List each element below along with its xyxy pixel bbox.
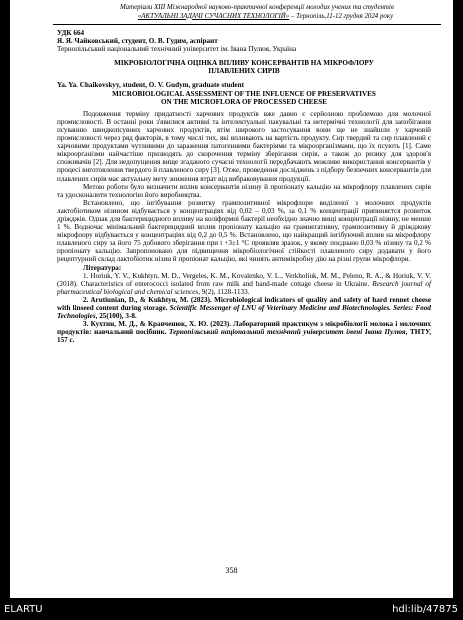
page-number: 358 bbox=[225, 566, 238, 575]
reference-journal: Scientific Messenger of LNU of Veterinary Medicine and Biotechnologies. Series: Food Technologies bbox=[57, 304, 431, 321]
title-en-line2: ON THE MICROFLORA OF PROCESSED CHEESE bbox=[160, 97, 328, 106]
conference-header-line1: Матеріали XIII Міжнародної науково-практичної конференції молодих учених та студентів bbox=[120, 4, 394, 11]
header-rule bbox=[53, 24, 441, 25]
reference-item bbox=[57, 272, 431, 296]
title-ua-line2: ПЛАВЛЕНИХ СИРІВ bbox=[208, 67, 280, 76]
reference-tail: , 25(100), 3-8. bbox=[95, 312, 137, 321]
reference-journal: Research journal of pharmaceutical biological and chemical sciences bbox=[57, 279, 431, 296]
reference-text: 3. Кухтин, М. Д., & Кравченюк, Х. Ю. (2023). Лабораторний практикум з мікробіології молока і молочних продуктів: навчальний посібник. bbox=[57, 320, 431, 337]
authors-en: Ya. Ya. Chaikovskyy, student, O. V. Gudym, graduate student bbox=[57, 81, 244, 90]
document-page bbox=[10, 0, 453, 598]
article-body bbox=[57, 28, 431, 344]
reference-text: 2. Arutiunian, D., & Kukhtyn, M. (2023). Microbiological indicators of quality and safety of hard rennet cheese with linseed content during storage. bbox=[57, 295, 431, 312]
reference-item bbox=[57, 296, 431, 320]
handle-identifier: hdl:lib/47875 bbox=[392, 604, 458, 615]
paragraph-introduction: Подовження терміну придатності харчових продуктів вже давно є серйозною проблемою для молочної промисловості. В останні роки з'явилися активні та інтелектуальні пакувальні та нетермічні технології для запобігання псуванню швидкопсувних харчових продуктів, втім широкого застосування вони ще не знайшли у харчовій промисловості через ряд факторів, в тому числі тих, які впливають на вартість продукту. Сир твердий та сир плавлений є харчовими продуктами чутливими до зараження патогенними бактеріями та мікроорганізмами, що їх псують [1]. Саме мікроорганізми найчастіше призводять до скорочення терміну зберігання сирів, а також до ризику для здоров'я споживачів [2]. Для недопущення вище згаданого сучасні технології передбачають можливе використання консервантів у процесі виготовлення твердого й плавленого сиру [3]. Отже, проведення досліджень з підбору безпечних консервантів для плавлених сирів має актуальну мету зниження втрат від вибраковування продукції. bbox=[57, 109, 431, 183]
reference-tail: , 9(2), 1128-1133. bbox=[198, 287, 250, 296]
paragraph-aim: Метою роботи було визначити вплив консервантів нізину й пропіонату кальцію на мікрофлору плавлених сирів та удосконалити технологію його виробництва. bbox=[57, 182, 431, 199]
title-ua-line1: МІКРОБІОЛОГІЧНА ОЦІНКА ВПЛИВУ КОНСЕРВАНТІВ НА МІКРОФЛОРУ bbox=[114, 59, 374, 68]
reference-item bbox=[57, 320, 431, 344]
authors-ua: Я. Я. Чайковський, студент, О. В. Гудим, аспірант bbox=[57, 37, 218, 46]
affiliation: Тернопільський національний технічний університет ім. Івана Пулюя, Україна bbox=[57, 45, 297, 54]
reference-journal: Тернопільський національний технічний університет імені Івана Пулюя bbox=[169, 328, 406, 337]
reference-text: 1. Horiuk, Y. V., Kukhtyn, M. D., Vergeles, K. M., Kovalenko, V. L., Verkholiuk, M. M., Peleno, R. A., & Horiuk, V. V. (2018). Characteristics of enterococci isolated from raw milk and hand-made cottage cheese in Ukraine. bbox=[57, 271, 431, 288]
reference-tail: , ТНТУ, 157 с. bbox=[57, 328, 431, 345]
conference-header bbox=[90, 4, 441, 21]
conference-title: «АКТУАЛЬНІ ЗАДАЧІ СУЧАСНИХ ТЕХНОЛОГІЙ» bbox=[137, 12, 290, 20]
conference-place-date: – Тернопіль,11-12 грудня 2024 року bbox=[289, 12, 394, 20]
literature-heading: Література: bbox=[83, 263, 122, 272]
title-en-line1: MICROBIOLOGICAL ASSESSMENT OF THE INFLUENCE OF PRESERVATIVES bbox=[112, 89, 376, 98]
repository-label: ELARTU bbox=[4, 604, 43, 615]
udc-code: УДК 664 bbox=[57, 29, 85, 37]
paragraph-results: Встановлено, що інгібування розвитку грампозитивної мікрофлори виділеної з молочних продуктів лактобіотиком нізином відбувається у концентраціях від 0,02 – 0,03 %, за 0,1 % концентрації припиняєтся розвиток дріжджів. Однак для бактерицидного впливу на коліформні бактерії необхідно значно вищі концентрації нізину, не менше 1 %. Водночас мінімальний бактерицидний вплив пропіонату кальцію на грамнегативну, грампозитивну й дріжджову мікрофлору відбувається у концентраціях від 0,2 до 0,5 %. Встановлено, що найкращий інгібуючий вплив на мікрофлору плавленого сиру за його 75 добового зберігання при t +3±1 °C проявляв зразок, у якому поєднано 0,03 % нізину та 0,2 % пропіонату кальцію. Запропоновано для підвищення мікробіологічної стійкості плавленого сиру додавати у його рецептурний склад лактобіотик нізин й пропіонат кальцію, які чинять антимікробну дію на різні групи мікрофлори. bbox=[57, 198, 431, 264]
conference-header-line2 bbox=[90, 13, 441, 22]
